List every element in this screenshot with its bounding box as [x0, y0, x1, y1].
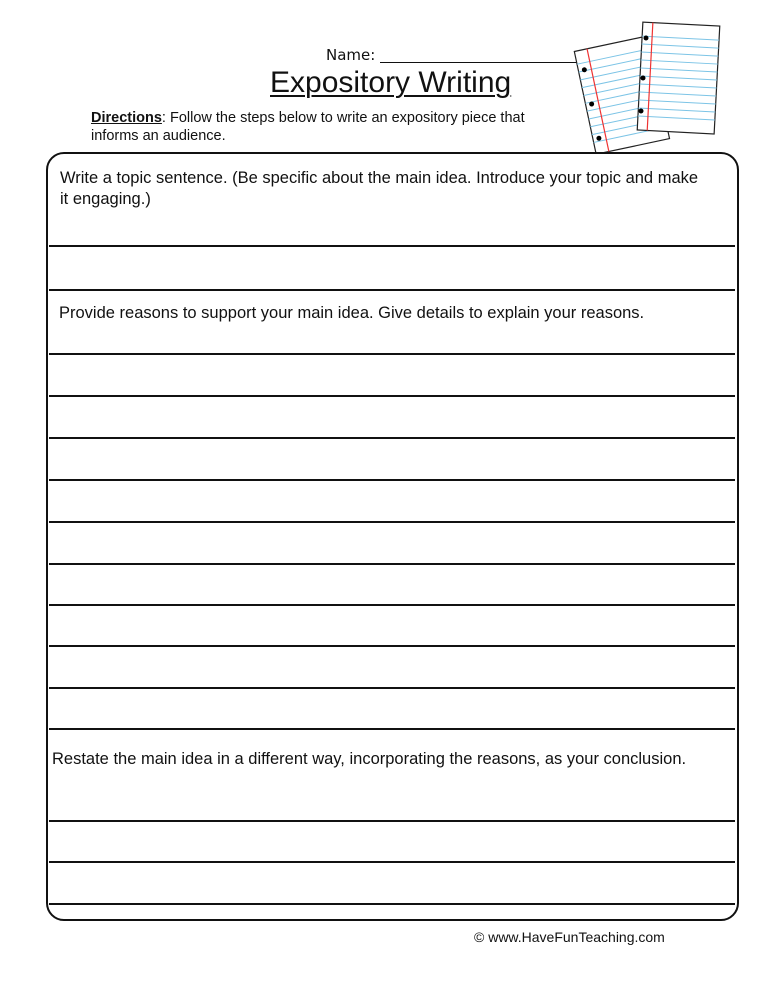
- topic-sentence-prompt: Write a topic sentence. (Be specific about the main idea. Introduce your topic and make it engaging.): [60, 169, 699, 208]
- writing-line[interactable]: [49, 437, 735, 439]
- writing-line[interactable]: [49, 289, 735, 291]
- writing-line[interactable]: [49, 563, 735, 565]
- copyright-footer: © www.HaveFunTeaching.com: [474, 929, 665, 945]
- writing-line[interactable]: [49, 903, 735, 905]
- writing-line[interactable]: [49, 353, 735, 355]
- writing-line[interactable]: [49, 820, 735, 822]
- writing-line[interactable]: [49, 521, 735, 523]
- writing-line[interactable]: [49, 645, 735, 647]
- writing-line[interactable]: [49, 604, 735, 606]
- writing-line[interactable]: [49, 245, 735, 247]
- name-label: Name:: [326, 46, 376, 64]
- writing-line[interactable]: [49, 861, 735, 863]
- writing-line[interactable]: [49, 728, 735, 730]
- name-field[interactable]: [380, 62, 580, 63]
- writing-line[interactable]: [49, 395, 735, 397]
- directions-text: : Follow the steps below to write an expository piece that informs an audience.: [91, 110, 525, 144]
- directions-label: Directions: [91, 110, 162, 126]
- notebook-paper-icon: [570, 18, 730, 153]
- directions: [91, 109, 561, 145]
- conclusion-prompt: Restate the main idea in a different way, incorporating the reasons, as your conclusion.: [52, 750, 687, 768]
- writing-line[interactable]: [49, 687, 735, 689]
- reasons-prompt: Provide reasons to support your main idea. Give details to explain your reasons.: [59, 304, 645, 322]
- writing-box: [46, 152, 739, 921]
- writing-line[interactable]: [49, 479, 735, 481]
